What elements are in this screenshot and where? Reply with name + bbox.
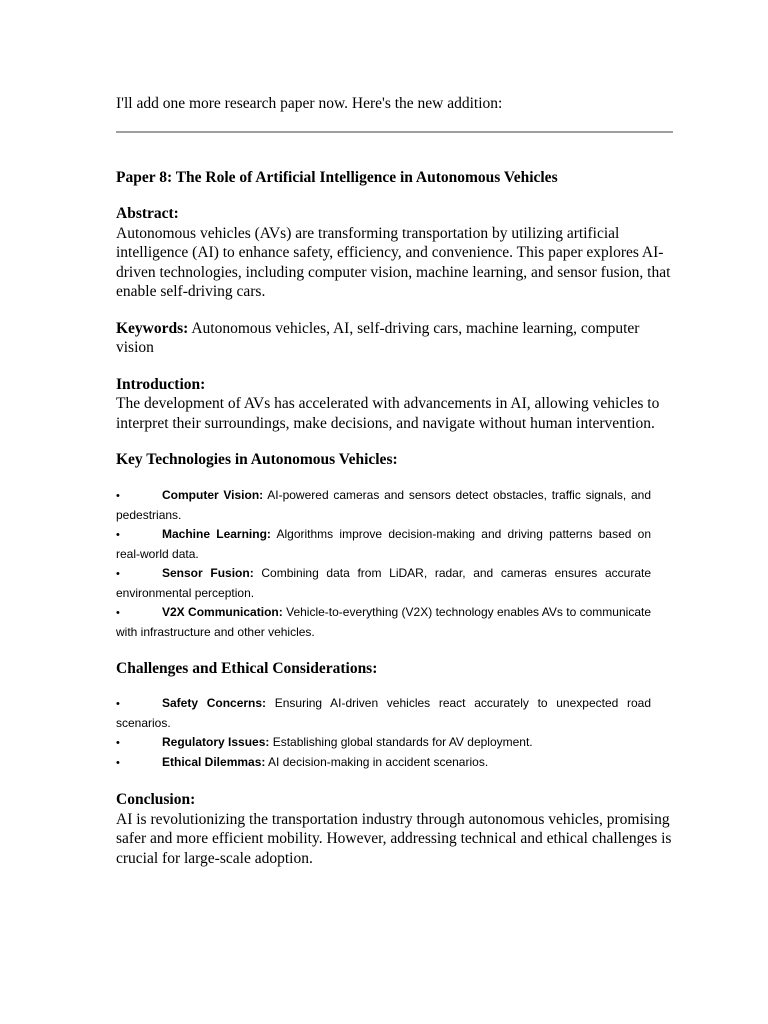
abstract-heading: Abstract: <box>116 205 179 222</box>
document-page <box>116 94 676 868</box>
list-item-term: V2X Communication: <box>162 604 283 619</box>
list-item-term: Machine Learning: <box>162 526 271 541</box>
key-technologies-section <box>116 450 676 470</box>
key-technologies-list <box>116 486 651 642</box>
list-item-text: Establishing global standards for AV deployment. <box>269 735 533 749</box>
introduction-heading: Introduction: <box>116 375 206 393</box>
paper-title: Paper 8: The Role of Artificial Intelligence in Autonomous Vehicles <box>116 168 558 186</box>
list-item <box>116 603 651 642</box>
list-item-term: Sensor Fusion: <box>162 565 254 580</box>
list-item-term: Computer Vision: <box>162 487 264 502</box>
list-item-text: Vehicle-to-everything (V2X) technology enables AVs to communicate with infrastructure and other vehicles. <box>116 604 651 639</box>
list-item <box>116 486 651 525</box>
bullet-icon: • <box>116 757 120 769</box>
list-item-text: Ensuring AI-driven vehicles react accurately to unexpected road scenarios. <box>116 696 651 730</box>
abstract-text: Autonomous vehicles (AVs) are transforming transportation by utilizing artificial intelligence (AI) to enhance safety, efficiency, and convenience. This paper explores AI-driven technologies, including computer vision, machine learning, and sensor fusion, that enable self-driving cars. <box>116 224 671 300</box>
list-item <box>116 564 651 603</box>
conclusion-section <box>116 790 676 868</box>
conclusion-heading: Conclusion: <box>116 791 196 808</box>
keywords-heading: Keywords: <box>116 319 189 337</box>
bullet-icon: • <box>116 489 120 502</box>
bullet-icon: • <box>116 567 120 580</box>
list-item-term: Ethical Dilemmas: <box>162 755 266 769</box>
introduction-section <box>116 375 676 434</box>
list-item-text: AI-powered cameras and sensors detect obstacles, traffic signals, and pedestrians. <box>116 487 651 522</box>
bullet-icon: • <box>116 528 120 541</box>
challenges-section <box>116 659 676 679</box>
list-item <box>116 733 651 753</box>
conclusion-text: AI is revolutionizing the transportation industry through autonomous vehicles, promising safer and more efficient mobility. However, addressing technical and ethical challenges is crucial for large-scale adoption. <box>116 810 672 867</box>
challenges-list <box>116 694 651 773</box>
bullet-icon: • <box>116 737 120 749</box>
challenges-heading: Challenges and Ethical Considerations: <box>116 659 378 677</box>
intro-line: I'll add one more research paper now. Here's the new addition: <box>116 95 503 112</box>
list-item <box>116 753 651 773</box>
list-item-text: AI decision-making in accident scenarios. <box>265 755 489 769</box>
introduction-text: The development of AVs has accelerated with advancements in AI, allowing vehicles to interpret their surroundings, make decisions, and navigate without human intervention. <box>116 395 660 432</box>
bullet-icon: • <box>116 606 120 619</box>
horizontal-rule <box>116 131 673 133</box>
list-item-text: Algorithms improve decision-making and driving patterns based on real-world data. <box>116 526 651 561</box>
list-item <box>116 694 651 733</box>
list-item <box>116 525 651 564</box>
list-item-term: Regulatory Issues: <box>162 735 270 749</box>
bullet-icon: • <box>116 698 120 710</box>
keywords-section <box>116 319 676 358</box>
key-technologies-heading: Key Technologies in Autonomous Vehicles: <box>116 451 398 468</box>
list-item-text: Combining data from LiDAR, radar, and cameras ensures accurate environmental perception. <box>116 565 652 600</box>
list-item-term: Safety Concerns: <box>162 696 267 710</box>
abstract-section <box>116 204 676 302</box>
keywords-text: Autonomous vehicles, AI, self-driving cars, machine learning, computer vision <box>116 319 640 356</box>
